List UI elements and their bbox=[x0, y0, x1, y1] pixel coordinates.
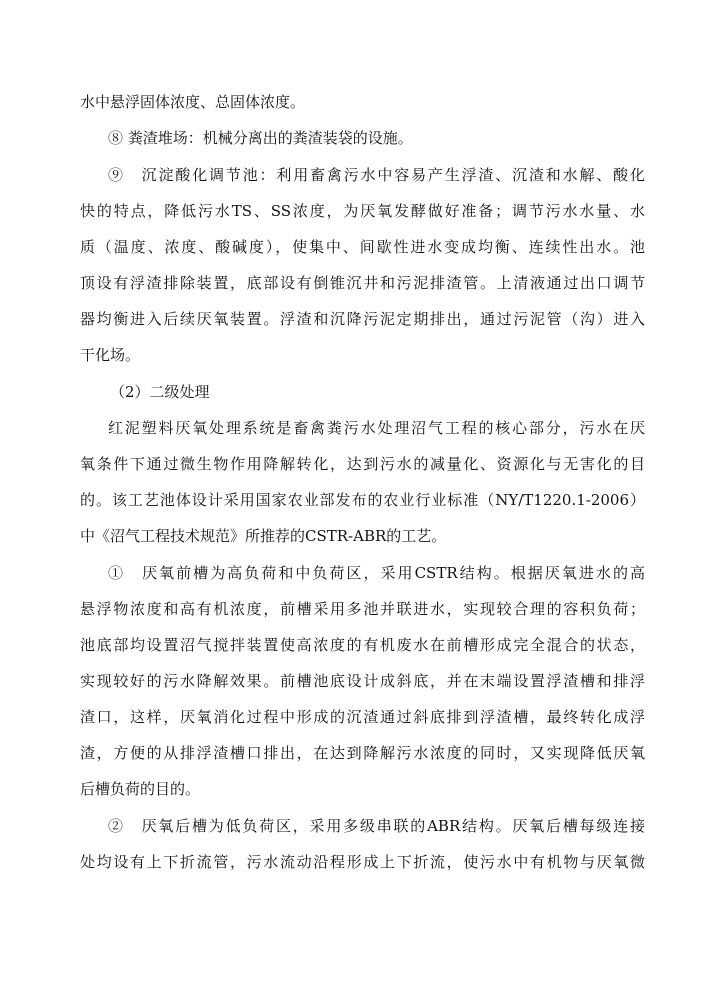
item-2-line-1: ② 厌氧后槽为低负荷区，采用多级串联的ABR结构。厌氧后槽每级连接 bbox=[108, 817, 645, 835]
paragraph-line-3: 的。该工艺池体设计采用国家农业部发布的农业行业标准（NY/T1220.1-2006） bbox=[80, 491, 645, 509]
item-9-line-3: 质（温度、浓度、酸碱度），使集中、间歇性进水变成均衡、连续性出水。池 bbox=[80, 238, 645, 256]
paragraph-line-4: 中《沼气工程技术规范》所推荐的CSTR-ABR的工艺。 bbox=[80, 527, 447, 545]
section-heading-secondary-treatment: （2）二级处理 bbox=[110, 383, 210, 401]
item-1-line-2: 悬浮物浓度和高有机浓度，前槽采用多池并联进水，实现较合理的容积负荷； bbox=[80, 600, 645, 618]
item-1-line-1: ① 厌氧前槽为高负荷和中负荷区，采用CSTR结构。根据厌氧进水的高 bbox=[108, 564, 645, 582]
item-9-line-6: 干化场。 bbox=[80, 346, 141, 364]
paragraph-line-2: 氧条件下通过微生物作用降解转化，达到污水的减量化、资源化与无害化的目 bbox=[80, 455, 645, 473]
item-8-line: ⑧ 粪渣堆场：机械分离出的粪渣装袋的设施。 bbox=[108, 129, 413, 147]
item-9-line-5: 器均衡进入后续厌氧装置。浮渣和沉降污泥定期排出，通过污泥管（沟）进入 bbox=[80, 310, 645, 328]
item-1-line-6: 渣，方便的从排浮渣槽口排出，在达到降解污水浓度的同时，又实现降低厌氧 bbox=[80, 744, 645, 762]
item-9-line-2: 快的特点，降低污水TS、SS浓度，为厌氧发酵做好准备；调节污水水量、水 bbox=[80, 202, 645, 220]
item-1-line-5: 渣口，这样，厌氧消化过程中形成的沉渣通过斜底排到浮渣槽，最终转化成浮 bbox=[80, 708, 645, 726]
item-9-line-4: 顶设有浮渣排除装置，底部设有倒锥沉井和污泥排渣管。上清液通过出口调节 bbox=[80, 274, 645, 292]
item-1-line-7: 后槽负荷的目的。 bbox=[80, 780, 201, 798]
paragraph-line-1: 红泥塑料厌氧处理系统是畜禽粪污水处理沼气工程的核心部分，污水在厌 bbox=[108, 419, 645, 437]
text-line-1: 水中悬浮固体浓度、总固体浓度。 bbox=[80, 93, 306, 111]
item-1-line-3: 池底部均设置沼气搅拌装置使高浓度的有机废水在前槽形成完全混合的状态， bbox=[80, 636, 645, 654]
item-1-line-4: 实现较好的污水降解效果。前槽池底设计成斜底，并在末端设置浮渣槽和排浮 bbox=[80, 672, 645, 690]
item-2-line-2: 处均设有上下折流管，污水流动沿程形成上下折流，使污水中有机物与厌氧微 bbox=[80, 853, 645, 871]
item-9-line-1: ⑨ 沉淀酸化调节池：利用畜禽污水中容易产生浮渣、沉渣和水解、酸化 bbox=[108, 166, 645, 184]
